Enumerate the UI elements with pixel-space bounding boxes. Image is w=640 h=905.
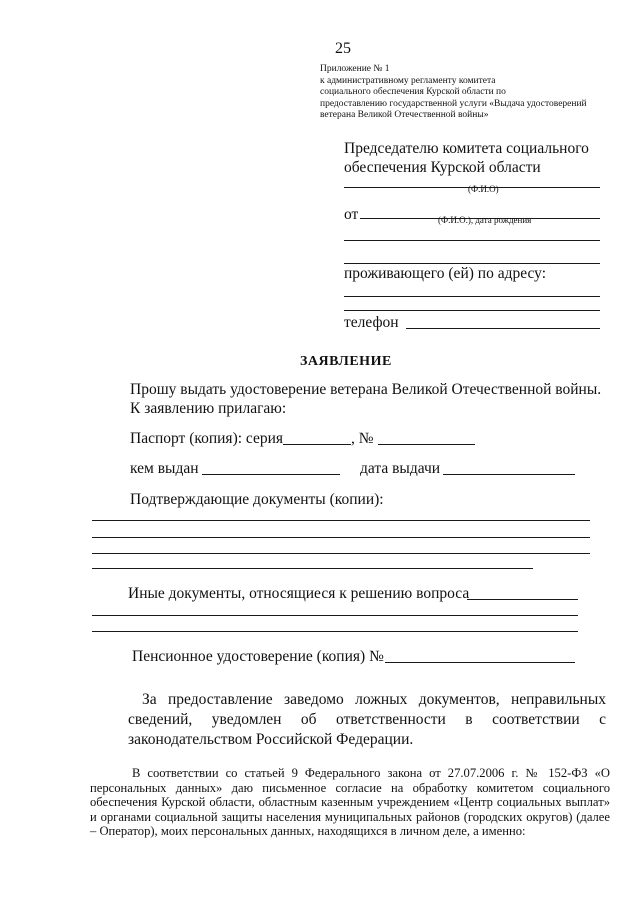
from-label: от xyxy=(344,206,359,223)
other-docs-line[interactable] xyxy=(92,615,578,616)
other-docs-line[interactable] xyxy=(92,631,578,632)
address-field-line[interactable] xyxy=(344,310,600,311)
appendix-line: к административному регламенту комитета xyxy=(320,75,496,86)
document-title: ЗАЯВЛЕНИЕ xyxy=(300,354,392,369)
supporting-docs-label: Подтверждающие документы (копии): xyxy=(130,491,384,508)
consent-paragraph: В соответствии со статьей 9 Федерального закона от 27.07.2006 г. № 152-ФЗ «О персональных данных» даю письменное согласие на обработку комитетом социального обеспечения Курской области, областным казенным учреждением «Центр социальных выплат» и органами социальной защиты населения муниципальных районов (городских округов) (далее – Оператор), моих персональных данных, находящихся в личном деле, а именно: xyxy=(90,766,610,838)
from-caption: (Ф.И.О.), дата рождения xyxy=(438,215,532,225)
liability-warning: За предоставление заведомо ложных документов, неправильных сведений, уведомлен об ответственности в соответствии с законодательством Российской Федерации. xyxy=(128,691,606,748)
issued-by-field[interactable] xyxy=(202,474,340,475)
addressee-line: обеспечения Курской области xyxy=(344,159,541,176)
appendix-line: социального обеспечения Курской области по xyxy=(320,87,506,97)
appendix-block xyxy=(320,64,587,122)
other-docs-label: Иные документы, относящиеся к решению вопроса xyxy=(128,585,470,602)
appendix-line: предоставлению государственной услуги «Выдача удостоверений xyxy=(320,98,587,109)
phone-label: телефон xyxy=(344,314,399,331)
request-line: Прошу выдать удостоверение ветерана Великой Отечественной войны. xyxy=(130,381,602,398)
from-extra-line[interactable] xyxy=(344,240,600,241)
request-line: К заявлению прилагаю: xyxy=(130,400,287,417)
residing-label: проживающего (ей) по адресу: xyxy=(344,265,546,282)
issued-by-label: кем выдан xyxy=(130,460,199,477)
supporting-docs-line[interactable] xyxy=(92,568,533,569)
appendix-line: ветерана Великой Отечественной войны» xyxy=(320,110,489,120)
passport-series-label: Паспорт (копия): серия xyxy=(130,430,284,447)
passport-number-field[interactable] xyxy=(378,444,475,445)
phone-field-line[interactable] xyxy=(406,328,600,329)
other-docs-field[interactable] xyxy=(467,599,578,600)
supporting-docs-line[interactable] xyxy=(92,520,590,521)
passport-series-field[interactable] xyxy=(283,444,351,445)
issue-date-label: дата выдачи xyxy=(360,460,441,477)
address-field-line[interactable] xyxy=(344,296,600,297)
from-extra-line[interactable] xyxy=(344,263,600,264)
addressee-line: Председателю комитета социального xyxy=(344,140,589,157)
appendix-line: Приложение № 1 xyxy=(320,64,390,74)
supporting-docs-line[interactable] xyxy=(92,553,590,554)
page-number: 25 xyxy=(335,40,351,57)
passport-number-label: , № xyxy=(351,430,374,447)
pension-label: Пенсионное удостоверение (копия) № xyxy=(132,648,384,665)
pension-number-field[interactable] xyxy=(385,662,575,663)
supporting-docs-line[interactable] xyxy=(92,537,590,538)
issue-date-field[interactable] xyxy=(443,474,575,475)
fio-caption: (Ф.И.О) xyxy=(468,184,499,194)
